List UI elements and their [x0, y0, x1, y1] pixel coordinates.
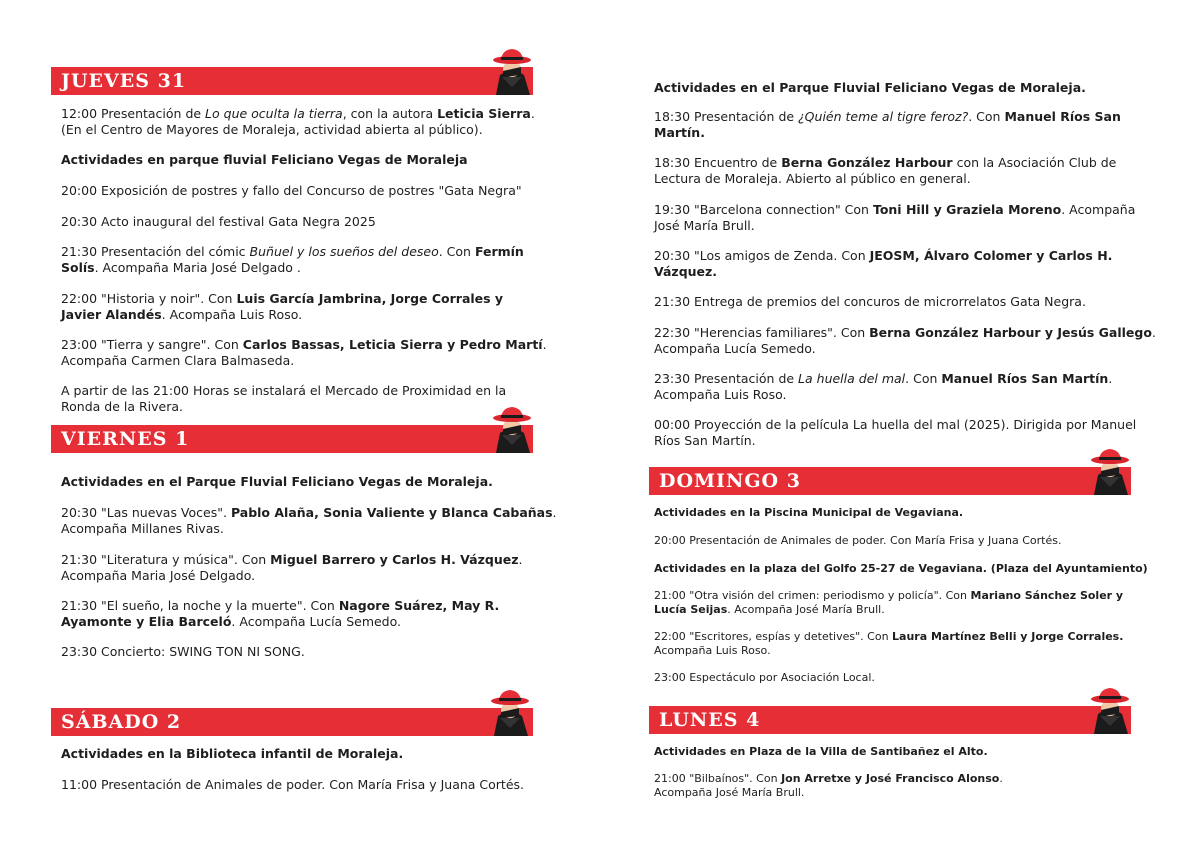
event-line: Lectura de Moraleja. Abierto al público en general.: [654, 171, 971, 186]
day-header-sabado: [51, 708, 533, 736]
event-line: 21:30 Entrega de premios del concuros de microrrelatos Gata Negra.: [654, 294, 1086, 309]
event-line: Ayamonte y Elia Barceló. Acompaña Lucía Semedo.: [61, 614, 402, 629]
day-header-lunes: [649, 706, 1131, 734]
event-line: Lucía Seijas. Acompaña José María Brull.: [654, 603, 885, 616]
section-heading: Actividades en el Parque Fluvial Feliciano Vegas de Moraleja.: [61, 474, 493, 489]
event-line: 20:00 Exposición de postres y fallo del Concurso de postres "Gata Negra": [61, 183, 522, 198]
day-title: SÁBADO 2: [61, 711, 182, 733]
detective-icon: [1088, 686, 1132, 736]
event-line: Acompaña Carmen Clara Balmaseda.: [61, 353, 295, 368]
detective-icon: [490, 47, 534, 97]
day-title: JUEVES 31: [61, 70, 187, 92]
detective-icon: [1088, 447, 1132, 497]
event-line: 23:30 Concierto: SWING TON NI SONG.: [61, 644, 305, 659]
event-line: 21:30 "Literatura y música". Con Miguel Barrero y Carlos H. Vázquez.: [61, 552, 523, 567]
event-line: Acompaña Luis Roso.: [654, 387, 787, 402]
day-header-jueves: [51, 67, 533, 95]
event-line: A partir de las 21:00 Horas se instalará el Mercado de Proximidad en la: [61, 383, 507, 398]
event-line: Ríos San Martín.: [654, 433, 756, 448]
event-line: 00:00 Proyección de la película La huella del mal (2025). Dirigida por Manuel: [654, 417, 1137, 432]
event-line: Solís. Acompaña Maria José Delgado .: [61, 260, 301, 275]
event-line: 22:30 "Herencias familiares". Con Berna González Harbour y Jesús Gallego.: [654, 325, 1156, 340]
event-line: Javier Alandés. Acompaña Luis Roso.: [61, 307, 303, 322]
day-header-viernes: [51, 425, 533, 453]
event-line: 11:00 Presentación de Animales de poder. Con María Frisa y Juana Cortés.: [61, 777, 525, 792]
section-heading: Actividades en la plaza del Golfo 25-27 de Vegaviana. (Plaza del Ayuntamiento): [654, 562, 1148, 575]
section-heading: Actividades en la Piscina Municipal de Vegaviana.: [654, 506, 964, 519]
detective-icon: [490, 405, 534, 455]
event-line: 21:30 "El sueño, la noche y la muerte". Con Nagore Suárez, May R.: [61, 598, 500, 613]
event-line: José María Brull.: [654, 218, 755, 233]
detective-icon: [488, 688, 532, 738]
event-line: Acompaña Maria José Delgado.: [61, 568, 256, 583]
event-line: 20:30 "Las nuevas Voces". Pablo Alaña, Sonia Valiente y Blanca Cabañas.: [61, 505, 557, 520]
event-line: 20:30 "Los amigos de Zenda. Con JEOSM, Álvaro Colomer y Carlos H.: [654, 248, 1113, 263]
event-line: (En el Centro de Mayores de Moraleja, actividad abierta al público).: [61, 122, 483, 137]
day-header-domingo: [649, 467, 1131, 495]
event-line: Vázquez.: [654, 264, 718, 279]
event-line: 21:00 "Bilbaínos". Con Jon Arretxe y José Francisco Alonso.: [654, 772, 1003, 785]
section-heading: Actividades en el Parque Fluvial Feliciano Vegas de Moraleja.: [654, 80, 1086, 95]
event-line: 23:30 Presentación de La huella del mal. Con Manuel Ríos San Martín.: [654, 371, 1113, 386]
event-line: 19:30 "Barcelona connection" Con Toni Hill y Graziela Moreno. Acompaña: [654, 202, 1136, 217]
section-heading: Actividades en Plaza de la Villa de Santibañez el Alto.: [654, 745, 988, 758]
event-line: 12:00 Presentación de Lo que oculta la tierra, con la autora Leticia Sierra.: [61, 106, 535, 121]
event-line: 21:00 "Otra visión del crimen: periodismo y policía". Con Mariano Sánchez Soler y: [654, 589, 1124, 602]
event-line: 18:30 Presentación de ¿Quién teme al tigre feroz?. Con Manuel Ríos San: [654, 109, 1121, 124]
event-line: Acompaña Millanes Rivas.: [61, 521, 224, 536]
day-title: VIERNES 1: [61, 428, 190, 450]
event-line: 23:00 Espectáculo por Asociación Local.: [654, 671, 875, 684]
event-line: Ronda de la Rivera.: [61, 399, 183, 414]
event-line: Martín.: [654, 125, 705, 140]
event-line: Acompaña José María Brull.: [654, 786, 805, 799]
day-title: DOMINGO 3: [659, 470, 801, 492]
day-title: LUNES 4: [659, 709, 761, 731]
section-heading: Actividades en parque fluvial Feliciano Vegas de Moraleja: [61, 152, 468, 167]
event-line: 20:00 Presentación de Animales de poder. Con María Frisa y Juana Cortés.: [654, 534, 1062, 547]
event-line: 22:00 "Escritores, espías y detetives". Con Laura Martínez Belli y Jorge Corrales.: [654, 630, 1124, 643]
event-line: 23:00 "Tierra y sangre". Con Carlos Bassas, Leticia Sierra y Pedro Martí.: [61, 337, 547, 352]
event-line: 22:00 "Historia y noir". Con Luis García Jambrina, Jorge Corrales y: [61, 291, 504, 306]
event-line: Acompaña Luis Roso.: [654, 644, 771, 657]
event-line: 21:30 Presentación del cómic Buñuel y los sueños del deseo. Con Fermín: [61, 244, 524, 259]
event-line: 20:30 Acto inaugural del festival Gata Negra 2025: [61, 214, 376, 229]
event-line: Acompaña Lucía Semedo.: [654, 341, 816, 356]
event-line: 18:30 Encuentro de Berna González Harbour con la Asociación Club de: [654, 155, 1117, 170]
section-heading: Actividades en la Biblioteca infantil de Moraleja.: [61, 746, 404, 761]
